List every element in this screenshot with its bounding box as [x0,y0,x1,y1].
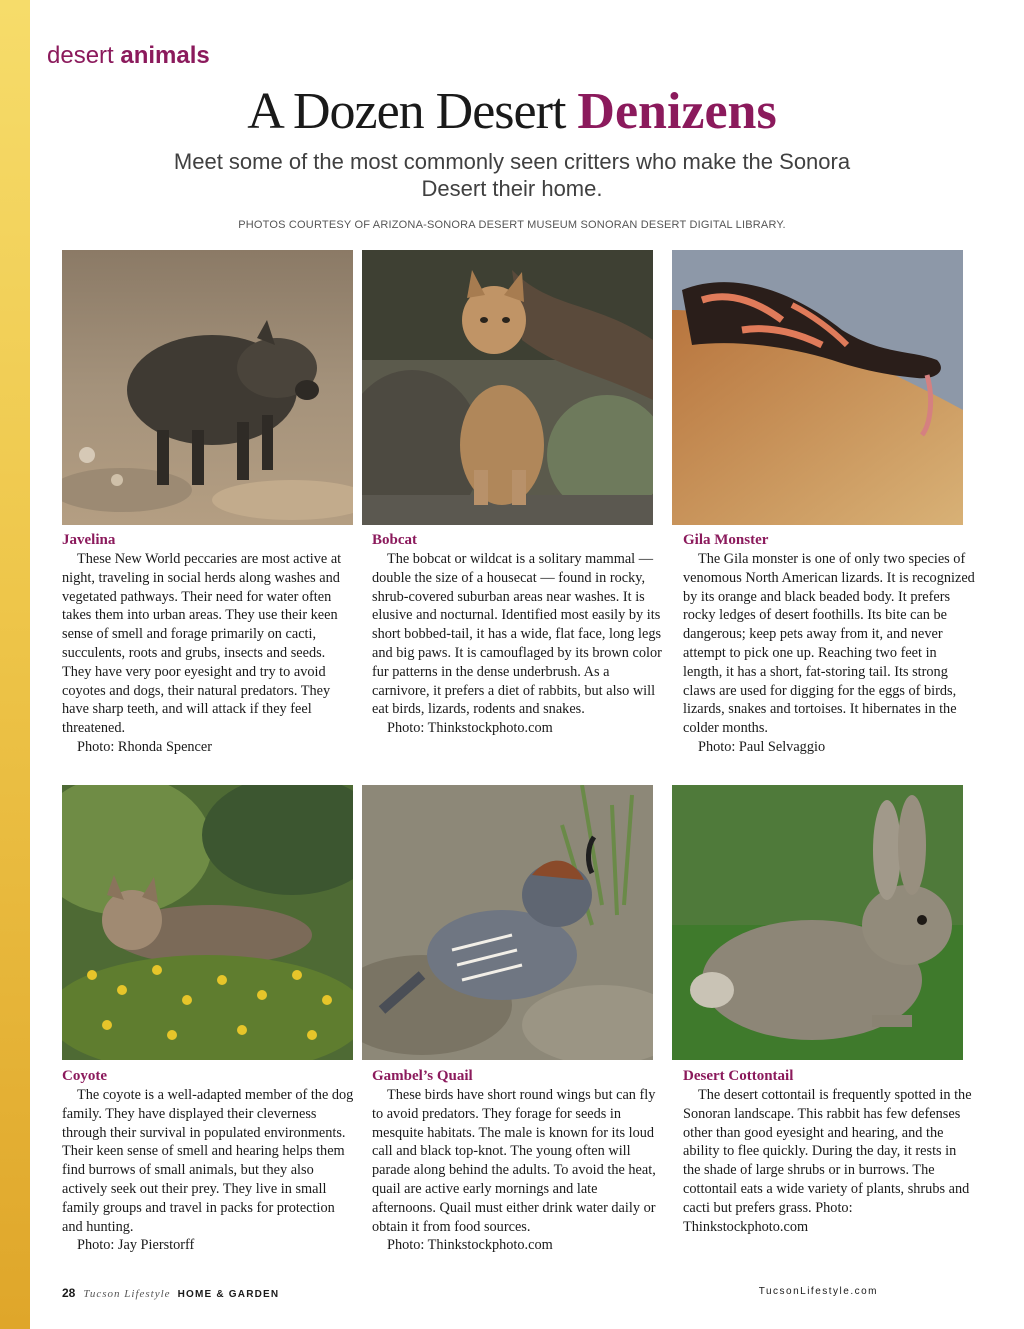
photo-credit-javelina: Photo: Rhonda Spencer [77,738,213,755]
gold-sidebar-stripe [0,0,30,1329]
card-text-gambels-quail: These birds have short round wings but can fly to avoid predators. They forage for seeds in mesquite habitats. The male is known for its loud call and black top-knot. The young often will parade along behind the adults. To avoid the heat, quail are active early mornings and late afternoons. Quail must either drink water daily or obtain it from food sources. [372,1087,656,1235]
card-body-coyote [62,1086,354,1255]
photo-credit-coyote: Photo: Jay Pierstorff [77,1237,195,1254]
photo-credit-line: PHOTOS COURTESY OF ARIZONA-SONORA DESERT MUSEUM SONORAN DESERT DIGITAL LIBRARY. [238,219,786,231]
gambels-quail-photo [362,785,653,1060]
footer-website: TucsonLifestyle.com [758,1286,878,1297]
section-label-word1: desert [47,42,114,69]
magazine-section: HOME & GARDEN [177,1289,280,1300]
subheadline: Meet some of the most commonly seen critters who make the Sonora Desert their home. [173,149,851,201]
magazine-name: Tucson Lifestyle [83,1288,171,1300]
photo-credit-gambels-quail: Photo: Thinkstockphoto.com [387,1237,553,1254]
card-body-javelina [62,550,354,757]
card-text-javelina: These New World peccaries are most active at night, traveling in social herds along washes and vegetated pathways. Their need for water often takes them into urban areas. They use their keen sense of smell and forage primarily on cacti, succulents, roots and grubs, insects and seeds. They have very poor eyesight and try to avoid coyotes and dogs, their natural predators. They have sharp teeth, and will attack if they feel threatened. [62,551,342,737]
gila-monster-photo [672,250,963,525]
photo-credit-bobcat: Photo: Thinkstockphoto.com [387,720,553,737]
coyote-photo [62,785,353,1060]
card-title-bobcat: Bobcat [372,532,417,548]
card-body-bobcat [372,550,664,738]
card-body-gila-monster [683,550,975,757]
section-label [47,42,210,70]
card-text-desert-cottontail-body: The desert cottontail is frequently spotted in the Sonoran landscape. This rabbit has few defenses other than good eyesight and hearing, and the ability to flee quickly. During the day, it rests in the shade of large shrubs or in burrows. The cottontail eats a wide variety of plants, shrubs and cacti but prefers grass. [683,1087,972,1216]
card-title-gambels-quail: Gambel’s Quail [372,1068,473,1084]
card-body-desert-cottontail [683,1086,975,1236]
card-text-gila-monster: The Gila monster is one of only two species of venomous North American lizards. It is recognized by its orange and black beaded body. It prefers rocky ledges of desert foothills. Its bite can be dangerous; keep pets away from it, and never attempt to pick one up. Reaching two feet in length, it has a short, fat-storing tail. Its strong claws are used for digging for the eggs of birds, lizards, snakes and tortoises. It hibernates in the colder months. [683,551,975,737]
card-title-desert-cottontail: Desert Cottontail [683,1068,794,1084]
section-label-word2: animals [120,42,210,69]
desert-cottontail-photo [672,785,963,1060]
card-title-coyote: Coyote [62,1068,107,1084]
page-title [0,82,1024,142]
photo-credit-gila-monster: Photo: Paul Selvaggio [698,738,826,755]
card-title-javelina: Javelina [62,532,116,548]
javelina-photo [62,250,353,525]
photo-credit-desert-cottontail: Photo: Thinkstockphoto.com [683,1199,853,1235]
card-text-desert-cottontail [683,1086,975,1236]
page-title-accent: Denizens [577,83,777,140]
bobcat-photo [362,250,653,525]
card-body-gambels-quail [372,1086,664,1255]
card-text-coyote: The coyote is a well-adapted member of the dog family. They have displayed their cleverness through their survival in populated environments. Their keen sense of smell and hearing helps them find burrows of small animals, but they also actively seek out their prey. They live in small family groups and travel in packs for protection and hunting. [62,1087,354,1235]
footer-left [62,1286,279,1300]
card-title-gila-monster: Gila Monster [683,532,769,548]
card-text-bobcat: The bobcat or wildcat is a solitary mammal — double the size of a housecat — found in rocky, shrub-covered suburban areas near washes. It is elusive and nocturnal. Identified most easily by its short bobbed-tail, it has a wide, flat face, long legs and big paws. It is camouflaged by its brown color fur patterns in the dense underbrush. As a carnivore, it prefers a diet of rabbits, but also will eat birds, lizards, rodents and snakes. [372,551,662,718]
page-title-light: A Dozen Desert [247,83,566,140]
page-number: 28 [62,1286,76,1300]
